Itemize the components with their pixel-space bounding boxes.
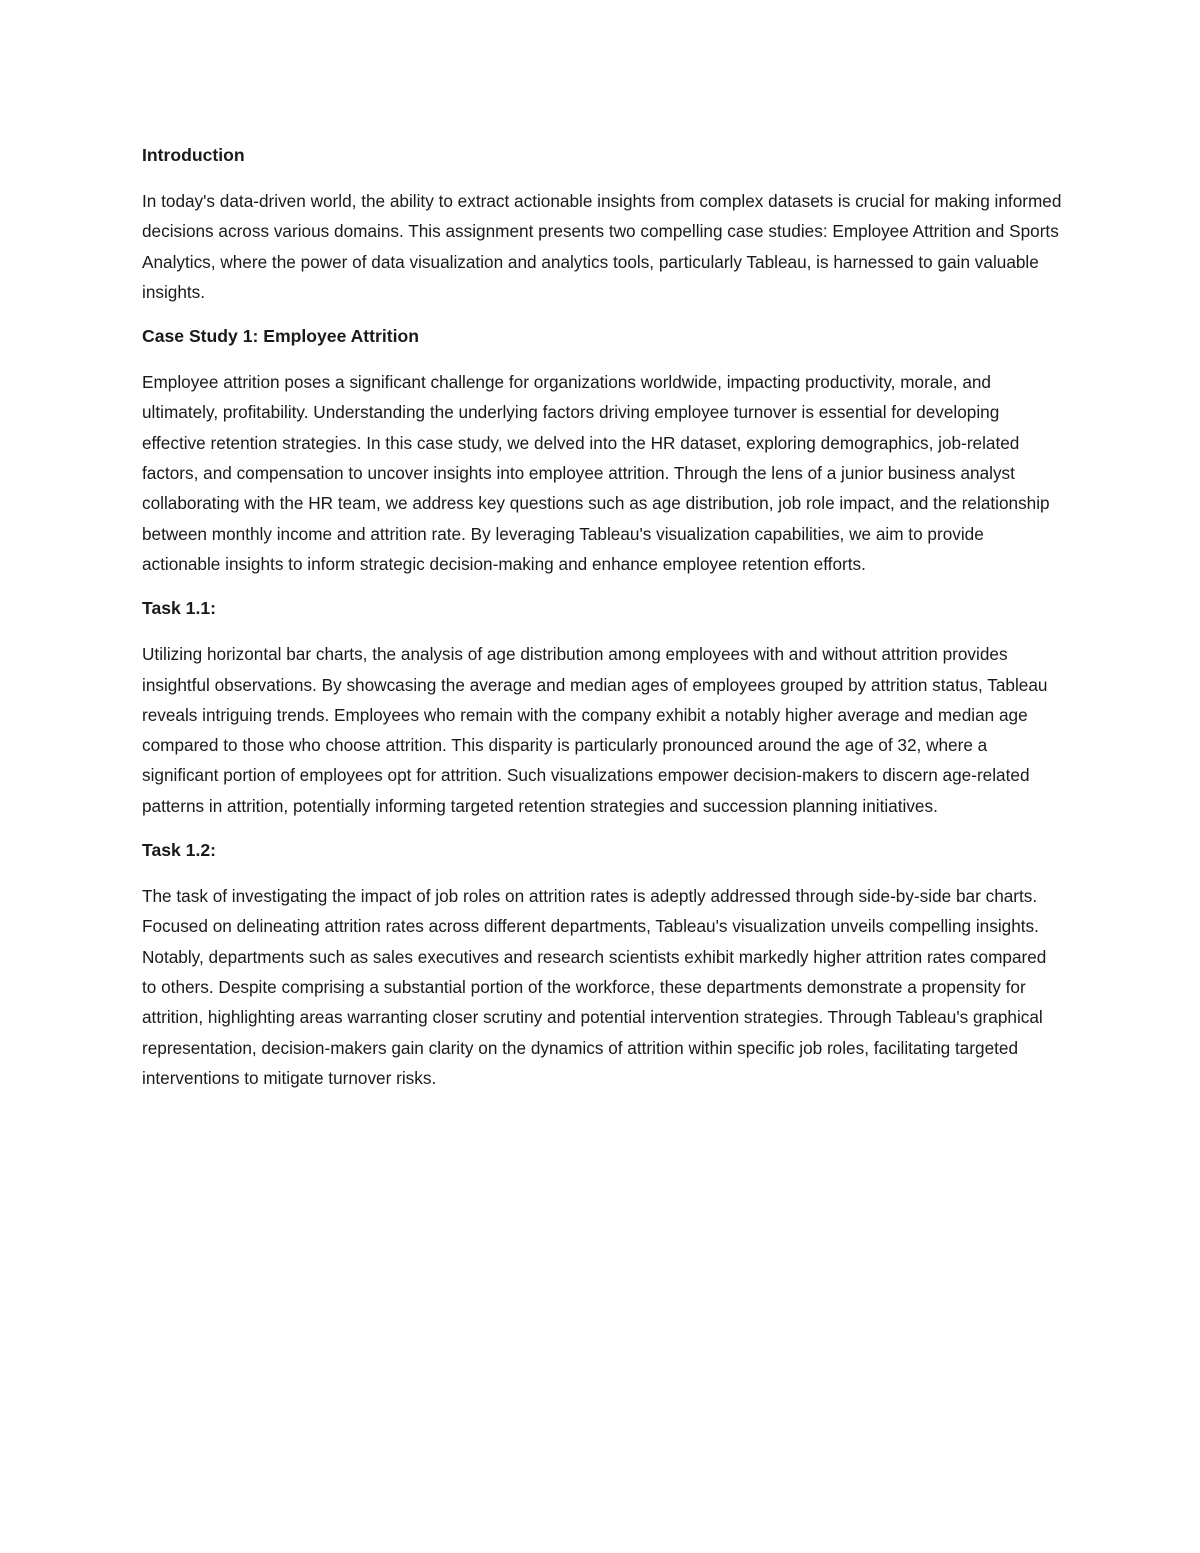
paragraph-task-1-2: The task of investigating the impact of job roles on attrition rates is adeptly addressed through side-by-side bar charts. Focused on delineating attrition rates across different departments, Tableau's visualization unveils compelling insights. Notably, departments such as sales executives and research scientists exhibit markedly higher attrition rates compared to others. Despite comprising a substantial portion of the workforce, these departments demonstrate a propensity for attrition, highlighting areas warranting closer scrutiny and potential intervention strategies. Through Tableau's graphical representation, decision-makers gain clarity on the dynamics of attrition within specific job roles, facilitating targeted interventions to mitigate turnover risks. [142, 886, 1047, 1088]
heading-task-1-1: Task 1.1: [142, 598, 216, 619]
paragraph-case-study-1: Employee attrition poses a significant challenge for organizations worldwide, impacting productivity, morale, and ultimately, profitability. Understanding the underlying factors driving employee turnover is essential for developing effective retention strategies. In this case study, we delved into the HR dataset, exploring demographics, job-related factors, and compensation to uncover insights into employee attrition. Through the lens of a junior business analyst collaborating with the HR team, we address key questions such as age distribution, job role impact, and the relationship between monthly income and attrition rate. By leveraging Tableau's visualization capabilities, we aim to provide actionable insights to inform strategic decision-making and enhance employee retention efforts. [142, 372, 1050, 574]
paragraph-introduction: In today's data-driven world, the ability to extract actionable insights from complex datasets is crucial for making informed decisions across various domains. This assignment presents two compelling case studies: Employee Attrition and Sports Analytics, where the power of data visualization and analytics tools, particularly Tableau, is harnessed to gain valuable insights. [142, 191, 1062, 302]
document-body [142, 140, 1062, 1107]
paragraph-task-1-1: Utilizing horizontal bar charts, the analysis of age distribution among employees with and without attrition provides insightful observations. By showcasing the average and median ages of employees grouped by attrition status, Tableau reveals intriguing trends. Employees who remain with the company exhibit a notably higher average and median age compared to those who choose attrition. This disparity is particularly pronounced around the age of 32, where a significant portion of employees opt for attrition. Such visualizations empower decision-makers to discern age-related patterns in attrition, potentially informing targeted retention strategies and succession planning initiatives. [142, 644, 1048, 816]
heading-introduction: Introduction [142, 145, 245, 165]
heading-task-1-2: Task 1.2: [142, 840, 216, 861]
heading-case-study-1: Case Study 1: Employee Attrition [142, 326, 419, 347]
